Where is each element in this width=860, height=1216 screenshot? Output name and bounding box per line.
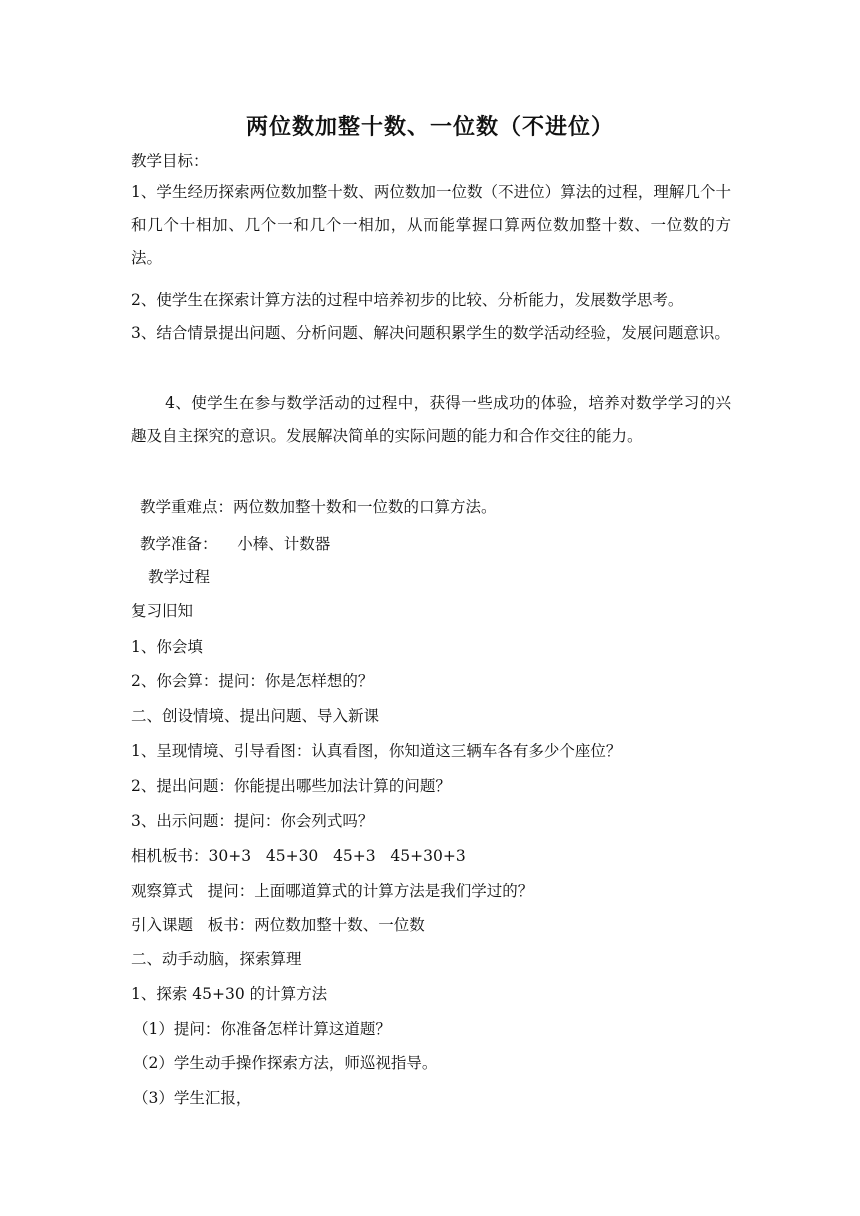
review-heading: 复习旧知: [131, 602, 194, 620]
objective-1: 1、学生经历探索两位数加整十数、两位数加一位数（不进位）算法的过程，理解几个十和几个十相加、几个一和几个一相加，从而能掌握口算两位数加整十数、一位数的方法。: [131, 183, 731, 267]
objective-4: 4、使学生在参与数学活动的过程中，获得一些成功的体验，培养对数学学习的兴趣及自主探究的意识。发展解决简单的实际问题的能力和合作交往的能力。: [131, 394, 731, 445]
board-writing-1: 相机板书：30+3 45+30 45+3 45+30+3: [131, 847, 466, 865]
section-3-item-1b: （2）学生动手操作探索方法，师巡视指导。: [133, 1054, 438, 1072]
objective-2: 2、使学生在探索计算方法的过程中培养初步的比较、分析能力，发展数学思考。: [131, 291, 684, 309]
key-points: 教学重难点：两位数加整十数和一位数的口算方法。: [140, 498, 497, 516]
section-2-item-1: 1、呈现情境、引导看图：认真看图，你知道这三辆车各有多少个座位？: [131, 742, 622, 760]
section-2-item-2: 2、提出问题：你能提出哪些加法计算的问题？: [131, 777, 451, 795]
intro-topic: 引入课题 板书：两位数加整十数、一位数: [131, 916, 425, 934]
teaching-preparation: 教学准备： 小棒、计数器: [140, 535, 331, 553]
objective-3: 3、结合情景提出问题、分析问题、解决问题积累学生的数学活动经验，发展问题意识。: [131, 324, 730, 342]
section-3-item-1a: （1）提问：你准备怎样计算这道题？: [133, 1020, 391, 1038]
observe-formulas: 观察算式 提问：上面哪道算式的计算方法是我们学过的？: [131, 882, 534, 900]
process-heading: 教学过程: [148, 568, 211, 586]
section-3-item-1: 1、探索 45+30 的计算方法: [131, 985, 328, 1003]
section-2-heading: 二、创设情境、提出问题、导入新课: [131, 707, 380, 725]
section-2-item-3: 3、出示问题：提问：你会列式吗？: [131, 812, 374, 830]
review-item-2: 2、你会算：提问：你是怎样想的？: [131, 672, 374, 690]
section-3-heading: 二、动手动脑，探索算理: [131, 950, 302, 968]
review-item-1: 1、你会填: [131, 638, 203, 656]
section-3-item-1c: （3）学生汇报，: [133, 1089, 252, 1107]
objectives-heading: 教学目标：: [131, 152, 209, 170]
document-title: 两位数加整十数、一位数（不进位）: [245, 115, 614, 140]
